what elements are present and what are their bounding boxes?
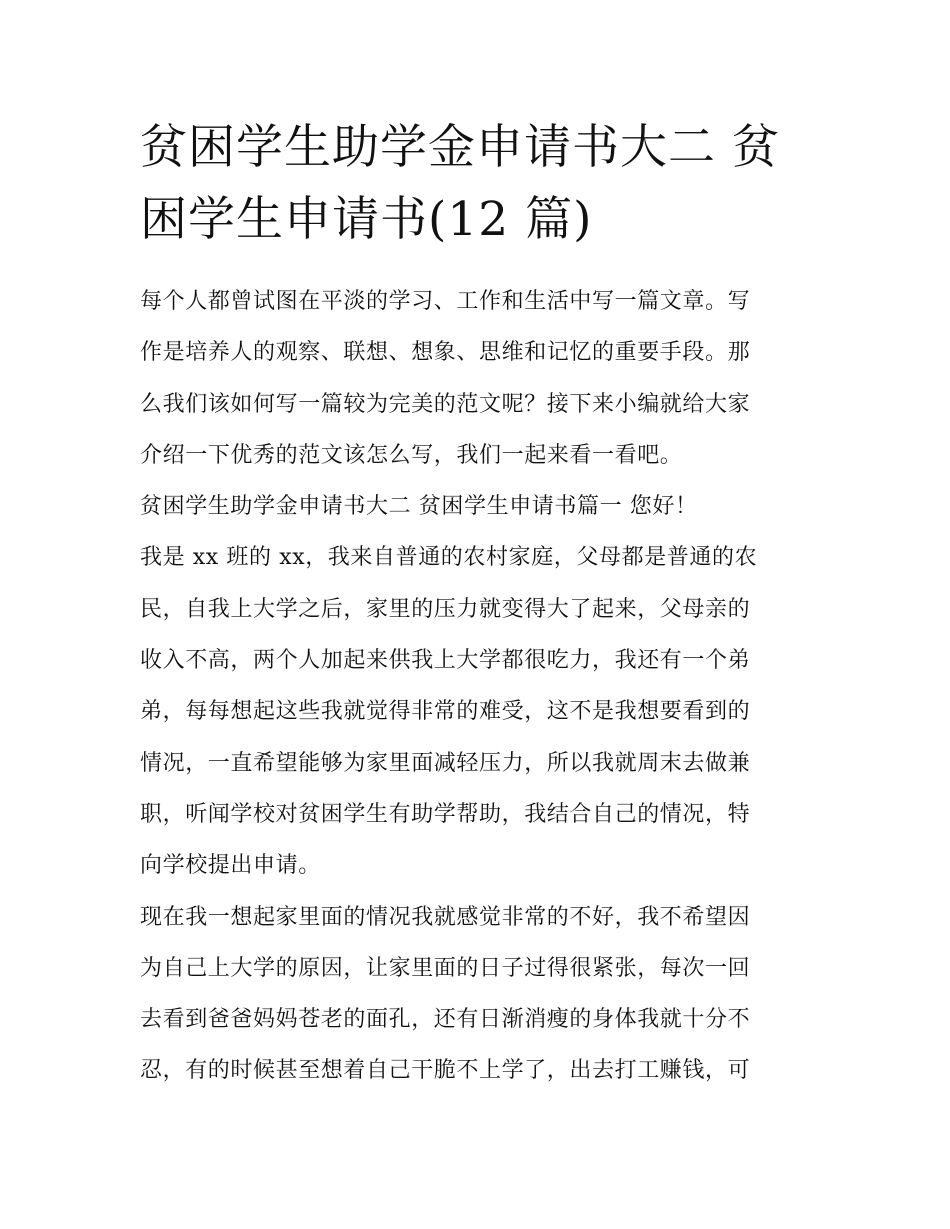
body-line: 我是 xx 班的 xx，我来自普通的农村家庭，父母都是普通的农 — [140, 545, 758, 571]
body-line: 忍，有的时候甚至想着自己干脆不上学了，出去打工赚钱，可 — [140, 1058, 751, 1084]
title-line: 贫困学生助学金申请书大二 贫 — [140, 120, 780, 175]
document-body — [140, 276, 830, 1097]
body-line: 民，自我上大学之后，家里的压力就变得大了起来，父母亲的 — [140, 596, 751, 622]
body-line: 么我们该如何写一篇较为完美的范文呢？接下来小编就给大家 — [140, 391, 751, 417]
body-line: 每个人都曾试图在平淡的学习、工作和生活中写一篇文章。写 — [140, 289, 751, 314]
body-line: 收入不高，两个人加起来供我上大学都很吃力，我还有一个弟 — [140, 648, 751, 674]
body-line: 向学校提出申请。 — [140, 853, 321, 879]
body-line: 介绍一下优秀的范文该怎么写，我们一起来看一看吧。 — [140, 442, 683, 468]
title-line: 困学生申请书(12 篇) — [140, 192, 593, 247]
document-title — [140, 112, 820, 256]
body-line: 情况，一直希望能够为家里面减轻压力，所以我就周末去做兼 — [140, 750, 751, 776]
body-line: 弟，每每想起这些我就觉得非常的难受，这不是我想要看到的 — [140, 699, 751, 725]
body-line: 职，听闻学校对贫困学生有助学帮助，我结合自己的情况，特 — [140, 801, 751, 827]
body-line: 为自己上大学的原因，让家里面的日子过得很紧张，每次一回 — [140, 955, 751, 981]
body-line: 去看到爸爸妈妈苍老的面孔，还有日渐消瘦的身体我就十分不 — [140, 1007, 751, 1033]
body-line: 作是培养人的观察、联想、想象、思维和记忆的重要手段。那 — [140, 340, 751, 366]
body-line: 贫困学生助学金申请书大二 贫困学生申请书篇一 您好！ — [140, 494, 698, 520]
body-line: 现在我一想起家里面的情况我就感觉非常的不好，我不希望因 — [140, 904, 751, 930]
